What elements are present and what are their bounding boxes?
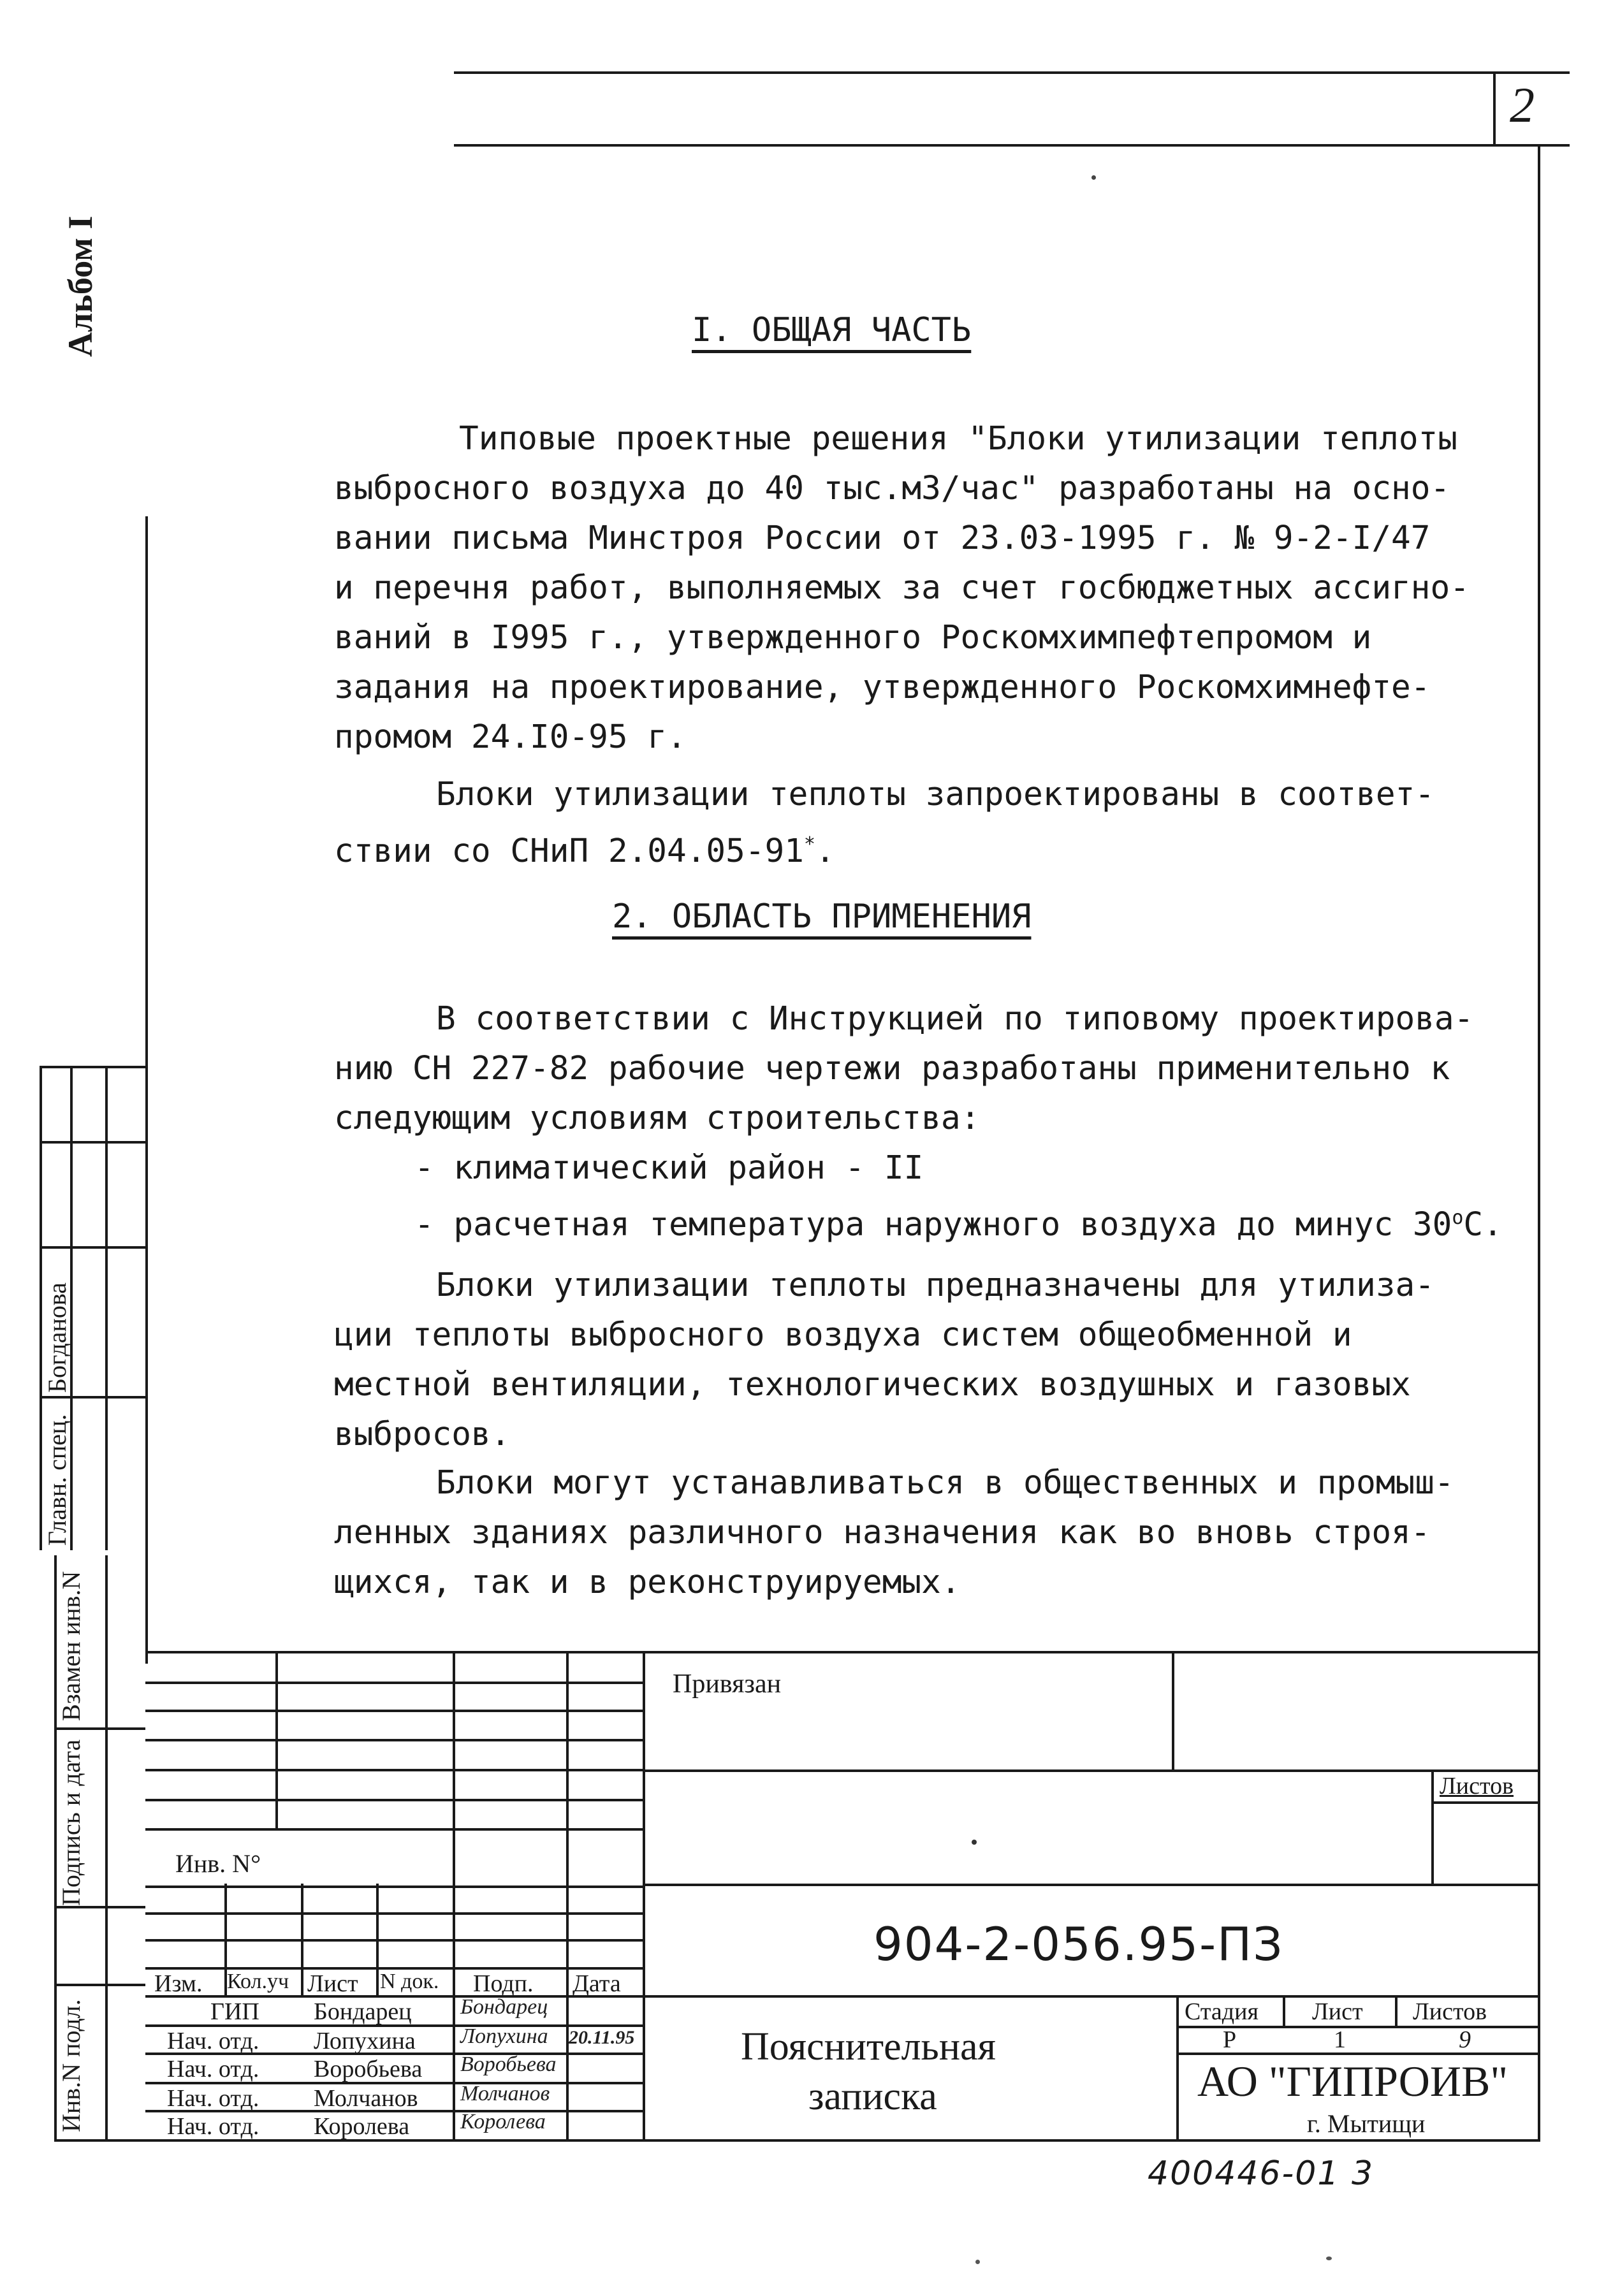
text-line: В соответствии с Инструкцией по типовому проектирова- <box>436 1000 1474 1038</box>
left-frame-line <box>145 516 148 1664</box>
staff-role: ГИП <box>210 1998 259 2025</box>
chief-spec-name: Богданова <box>43 1282 71 1393</box>
text-line: выбросов. <box>334 1416 511 1453</box>
text-line: ваний в I995 г., утвержденного Роскомхимпефтепромом и <box>334 619 1372 657</box>
header-kol-uch: Кол.уч <box>227 1970 289 1993</box>
album-label: Альбом I <box>61 215 99 357</box>
staff-name: Бондарец <box>314 1998 412 2025</box>
inv-no-label: Инв. N° <box>175 1849 261 1878</box>
staff-role: Нач. отд. <box>167 2056 259 2082</box>
text-line: промом 24.I0-95 г. <box>334 718 687 756</box>
text-line: следующим условиям строительства: <box>334 1100 981 1137</box>
section-2-title: 2. ОБЛАСТЬ ПРИМЕНЕНИЯ <box>612 897 1032 936</box>
header-izm: Изм. <box>154 1970 203 1997</box>
section-2-paragraph-2 <box>334 1261 1533 1460</box>
condition-item-1: - климатический район - II <box>414 1149 924 1187</box>
staff-signature: Бондарец <box>460 1995 548 2019</box>
text-line: задания на проектирование, утвержденного Роскомхимнефте- <box>334 669 1431 706</box>
staff-signature: Воробьева <box>460 2053 557 2076</box>
text-line: ленных зданиях различного назначения как во вновь строя- <box>334 1514 1431 1551</box>
header-list: Лист <box>307 1970 358 1997</box>
sheet-number-divider <box>1493 71 1496 144</box>
text-line: щихся, так и в реконструируемых. <box>334 1564 961 1601</box>
text-line: Блоки могут устанавливаться в общественных и промыш- <box>436 1464 1454 1502</box>
header-data: Дата <box>573 1970 621 1997</box>
staff-role: Нач. отд. <box>167 2085 259 2112</box>
privyazan-label: Привязан <box>673 1669 782 1699</box>
header-n-dok: N док. <box>380 1970 439 1993</box>
sheet-header: Лист <box>1312 1998 1363 2025</box>
text-line: выбросного воздуха до 40 тыс.м3/час" разработаны на осно- <box>334 470 1450 507</box>
header-podp: Подп. <box>473 1970 534 1997</box>
scan-speck <box>975 2260 980 2264</box>
sheets-header: Листов <box>1413 1998 1487 2025</box>
text-line: нию СН 227-82 рабочие чертежи разработаны применительно к <box>334 1050 1450 1087</box>
stage-value: Р <box>1223 2026 1237 2053</box>
text-line: Блоки утилизации теплоты запроектированы в соответ- <box>436 776 1434 813</box>
section-1-title: I. ОБЩАЯ ЧАСТЬ <box>692 311 972 349</box>
document-code: 904-2-056.95-ПЗ <box>873 1917 1284 1971</box>
section-1-paragraph-1 <box>334 414 1533 762</box>
scan-speck <box>1326 2256 1332 2260</box>
listov-top-label: Листов <box>1440 1773 1514 1799</box>
company-city: г. Мытищи <box>1307 2109 1426 2138</box>
sheet-value: 1 <box>1334 2026 1346 2053</box>
staff-signature: Молчанов <box>460 2082 550 2105</box>
replace-inv-label: Взамен инв.N <box>57 1571 85 1721</box>
staff-role: Нач. отд. <box>167 2028 259 2054</box>
right-frame-line <box>1538 144 1540 1664</box>
text-line: и перечня работ, выполняемых за счет госбюджетных ассигно- <box>334 569 1470 607</box>
scan-speck <box>1091 175 1096 180</box>
text-line: Блоки утилизации теплоты предназначены для утилиза- <box>436 1267 1434 1304</box>
top-rule-1 <box>454 71 1570 74</box>
top-rule-2 <box>454 144 1570 147</box>
text-line: ствии со СНиП 2.04.05-91*. <box>334 832 835 870</box>
staff-name: Королева <box>314 2113 410 2140</box>
staff-date: 20.11.95 <box>569 2027 635 2048</box>
sign-date-label: Подпись и дата <box>57 1739 85 1906</box>
staff-signature: Королева <box>460 2110 546 2133</box>
staff-role: Нач. отд. <box>167 2113 259 2140</box>
staff-name: Воробьева <box>314 2056 423 2082</box>
document-title-line-2: записка <box>808 2075 937 2118</box>
section-1-paragraph-2 <box>334 770 1533 876</box>
stage-header: Стадия <box>1185 1998 1259 2025</box>
condition-item-2: - расчетная температура наружного воздуха до минус 30$^o$С. <box>414 1206 1503 1244</box>
section-2-paragraph-1 <box>334 994 1533 1144</box>
staff-name: Молчанов <box>314 2085 418 2112</box>
archive-number: 400446-01 3 <box>1148 2154 1375 2193</box>
text-line: местной вентиляции, технологических воздушных и газовых <box>334 1366 1411 1404</box>
sheet-number: 2 <box>1510 77 1535 133</box>
staff-name: Лопухина <box>314 2028 416 2054</box>
section-2-paragraph-3 <box>334 1458 1533 1608</box>
chief-spec-label: Главн. спец. <box>43 1414 71 1546</box>
text-line: ции теплоты выбросного воздуха систем общеобменной и <box>334 1316 1352 1354</box>
company-name: АО "ГИПРОИВ" <box>1197 2057 1508 2105</box>
sheets-value: 9 <box>1459 2026 1471 2053</box>
document-title-line-1: Пояснительная <box>741 2025 996 2068</box>
staff-signature: Лопухина <box>460 2024 548 2048</box>
text-line: вании письма Минстроя России от 23.03-1995 г. № 9-2-I/47 <box>334 520 1431 557</box>
inv-original-label: Инв.N подл. <box>57 1999 85 2132</box>
scan-speck <box>972 1840 977 1845</box>
text-line: Типовые проектные решения "Блоки утилизации теплоты <box>459 420 1457 458</box>
